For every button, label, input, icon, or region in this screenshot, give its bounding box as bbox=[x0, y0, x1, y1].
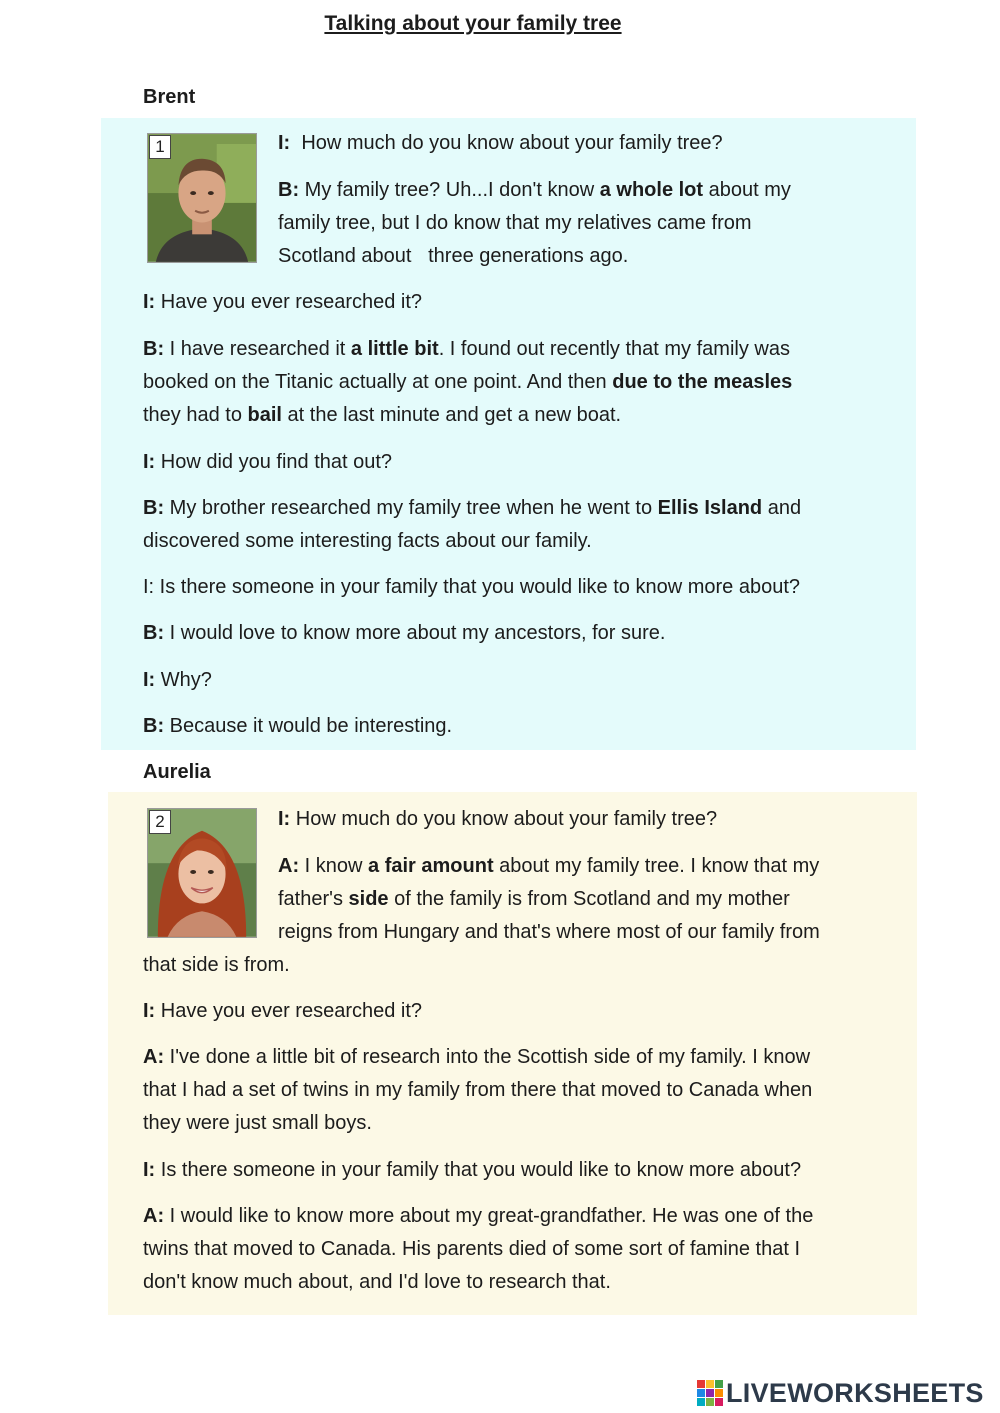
text-run: My family tree? Uh...I don't know bbox=[299, 179, 600, 201]
brent-photo bbox=[147, 133, 257, 263]
section-name-aurelia: Aurelia bbox=[143, 761, 211, 783]
text-run: discovered some interesting facts about our family. bbox=[143, 530, 592, 552]
text-run: that I had a set of twins in my family from there that moved to Canada when bbox=[143, 1079, 813, 1101]
text-run: Because it would be interesting. bbox=[164, 715, 453, 737]
text-run: Have you ever researched it? bbox=[155, 291, 423, 313]
text-run: and bbox=[762, 497, 802, 519]
bold-text: a little bit bbox=[350, 338, 439, 360]
bold-text: B: bbox=[143, 715, 165, 737]
dialogue-line bbox=[278, 850, 819, 883]
dialogue-line bbox=[143, 1233, 800, 1266]
text-run: How did you find that out? bbox=[155, 451, 393, 473]
text-run: at the last minute and get a new boat. bbox=[281, 404, 622, 426]
text-run: about my family tree. I know that my bbox=[493, 855, 820, 877]
text-run: Scotland about three generations ago. bbox=[278, 245, 629, 267]
dialogue-line bbox=[143, 525, 592, 558]
page-title: Talking about your family tree bbox=[324, 12, 622, 35]
dialogue-line bbox=[143, 333, 790, 366]
dialogue-line bbox=[143, 446, 392, 479]
text-run: How much do you know about your family tree? bbox=[290, 132, 723, 154]
bold-text: bail bbox=[247, 404, 282, 426]
bold-text: side bbox=[348, 888, 389, 910]
text-run: I have researched it bbox=[164, 338, 351, 360]
text-run: I would love to know more about my ancestors, for sure. bbox=[164, 622, 666, 644]
bold-text: A: bbox=[278, 855, 300, 877]
bold-text: I: bbox=[143, 291, 156, 313]
dialogue-line bbox=[143, 1074, 812, 1107]
text-run: booked on the Titanic actually at one point. And then bbox=[143, 371, 613, 393]
text-run: don't know much about, and I'd love to research that. bbox=[143, 1271, 611, 1293]
bold-text: I: bbox=[143, 669, 156, 691]
bold-text: A: bbox=[143, 1046, 165, 1068]
bold-text: I: bbox=[143, 451, 156, 473]
bold-text: B: bbox=[143, 622, 165, 644]
dialogue-line bbox=[143, 1154, 801, 1187]
text-run: Why? bbox=[155, 669, 212, 691]
text-run: I've done a little bit of research into the Scottish side of my family. I know bbox=[164, 1046, 811, 1068]
text-run: I would like to know more about my great-grandfather. He was one of the bbox=[164, 1205, 814, 1227]
dialogue-line bbox=[278, 803, 717, 836]
dialogue-line bbox=[143, 1200, 813, 1233]
text-run: reigns from Hungary and that's where most of our family from bbox=[278, 921, 820, 943]
section-name-brent: Brent bbox=[143, 86, 196, 108]
aurelia-photo bbox=[147, 808, 257, 938]
bold-text: A: bbox=[143, 1205, 165, 1227]
dialogue-line bbox=[143, 1041, 810, 1074]
dialogue-line bbox=[278, 916, 820, 949]
photo-number-badge: 1 bbox=[149, 135, 171, 159]
bold-text: a whole lot bbox=[599, 179, 704, 201]
text-run: My brother researched my family tree when he went to bbox=[164, 497, 658, 519]
bold-text: I: bbox=[143, 1159, 156, 1181]
text-run: they had to bbox=[143, 404, 248, 426]
bold-text: due to the measles bbox=[612, 371, 793, 393]
text-run: Is there someone in your family that you would like to know more about? bbox=[155, 1159, 802, 1181]
dialogue-line bbox=[143, 1266, 611, 1299]
dialogue-line bbox=[143, 492, 801, 525]
bold-text: a fair amount bbox=[368, 855, 494, 877]
bold-text: I: bbox=[143, 1000, 156, 1022]
dialogue-line bbox=[278, 127, 723, 160]
dialogue-line bbox=[143, 366, 792, 399]
dialogue-line bbox=[143, 710, 452, 743]
bold-text: I: bbox=[278, 808, 291, 830]
dialogue-line bbox=[278, 174, 791, 207]
liveworksheets-logo-icon bbox=[697, 1380, 723, 1406]
text-run: family tree, but I do know that my relatives came from bbox=[278, 212, 752, 234]
bold-text: I: bbox=[278, 132, 291, 154]
bold-text: B: bbox=[278, 179, 300, 201]
dialogue-line bbox=[143, 617, 665, 650]
text-run: . I found out recently that my family was bbox=[438, 338, 790, 360]
dialogue-line bbox=[143, 399, 621, 432]
text-run: that side is from. bbox=[143, 954, 290, 976]
brand-wordmark: LIVEWORKSHEETS bbox=[726, 1377, 984, 1408]
dialogue-line bbox=[143, 664, 212, 697]
dialogue-line bbox=[278, 883, 790, 916]
text-run: How much do you know about your family tree? bbox=[290, 808, 718, 830]
dialogue-line bbox=[143, 995, 422, 1028]
liveworksheets-brand bbox=[697, 1373, 984, 1413]
bold-text: B: bbox=[143, 338, 165, 360]
bold-text: B: bbox=[143, 497, 165, 519]
text-run: I: Is there someone in your family that you would like to know more about? bbox=[143, 576, 801, 598]
text-run: of the family is from Scotland and my mother bbox=[388, 888, 790, 910]
text-run: they were just small boys. bbox=[143, 1112, 372, 1134]
bold-text: Ellis Island bbox=[657, 497, 763, 519]
text-run: I know bbox=[299, 855, 369, 877]
text-run: Have you ever researched it? bbox=[155, 1000, 423, 1022]
text-run: twins that moved to Canada. His parents died of some sort of famine that I bbox=[143, 1238, 801, 1260]
photo-number-badge: 2 bbox=[149, 810, 171, 834]
dialogue-line bbox=[143, 286, 422, 319]
dialogue-line bbox=[278, 240, 628, 273]
text-run: about my bbox=[703, 179, 791, 201]
text-run: father's bbox=[278, 888, 349, 910]
dialogue-line bbox=[143, 1107, 372, 1140]
dialogue-line bbox=[143, 571, 800, 604]
dialogue-line bbox=[143, 949, 290, 982]
dialogue-line bbox=[278, 207, 752, 240]
